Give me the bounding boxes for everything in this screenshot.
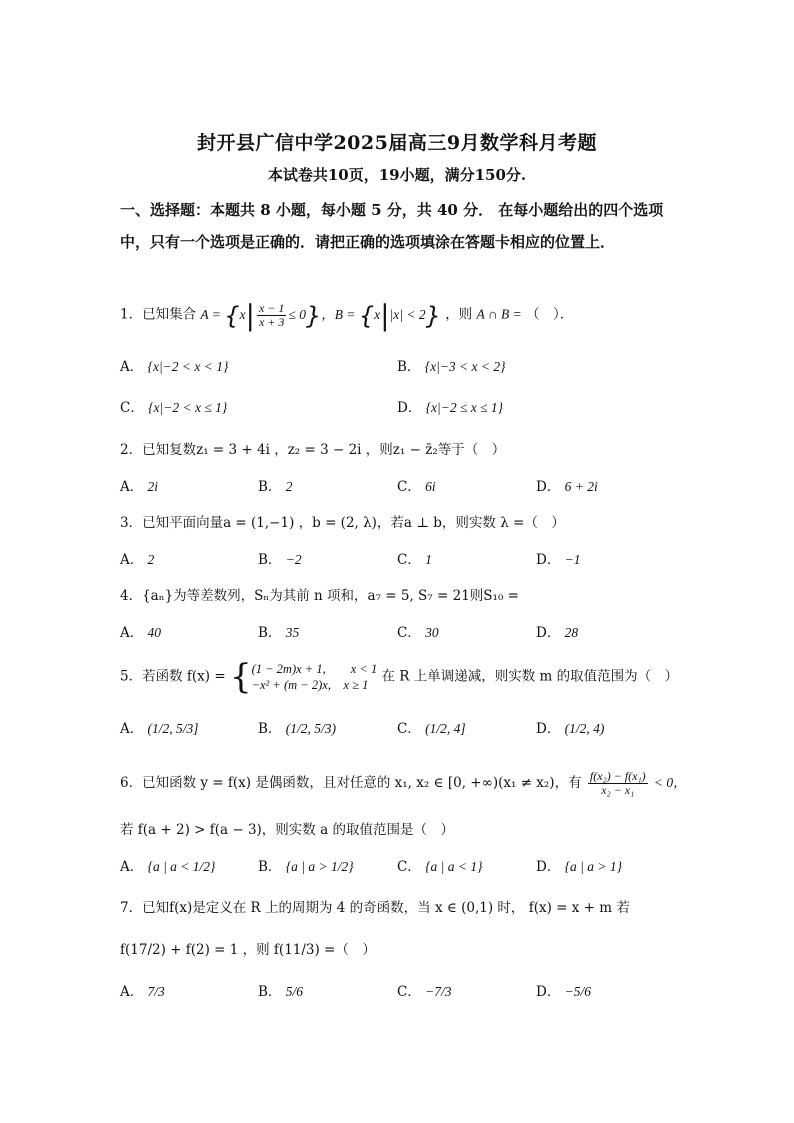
q6-option-c[interactable]: C． {a | a < 1} (397, 859, 483, 875)
q1-option-a[interactable]: A． {x|−2 < x < 1} (120, 359, 229, 375)
q1-option-b[interactable]: B． {x|−3 < x < 2} (397, 359, 506, 375)
question-3: 3．已知平面向量a = (1,−1) ，b = (2, λ)，若a ⊥ b，则实数 λ =（ ） (120, 515, 565, 531)
question-5-stem-pre: 5．若函数 f(x) = (120, 668, 226, 685)
q7-option-a[interactable]: A． 7/3 (120, 984, 165, 1000)
q3-option-c[interactable]: C． 1 (397, 552, 432, 568)
q5-option-c[interactable]: C． (1/2, 4] (397, 721, 466, 737)
q4-option-b[interactable]: B． 35 (258, 625, 300, 641)
question-1 (120, 298, 574, 332)
q4-option-c[interactable]: C． 30 (397, 625, 439, 641)
question-4: 4．{aₙ}为等差数列，Sₙ为其前 n 项和，a₇ = 5, S₇ = 21则S₁₀ = (120, 588, 519, 604)
question-6 (120, 770, 687, 797)
q6-option-b[interactable]: B． {a | a > 1/2} (258, 859, 354, 875)
piecewise-function: (1 − 2m)x + 1, x < 1 −x² + (m − 2)x, x ≥ 1 (251, 662, 378, 692)
question-6-line2: 若 f(a + 2) > f(a − 3)，则实数 a 的取值范围是（ ） (120, 822, 454, 838)
q3-option-b[interactable]: B． −2 (258, 552, 302, 568)
q7-option-b[interactable]: B． 5/6 (258, 984, 303, 1000)
set-intersection: A ∩ B = (476, 306, 522, 322)
q5-option-a[interactable]: A． (1/2, 5/3] (120, 721, 199, 737)
q4-option-d[interactable]: D． 28 (536, 625, 579, 641)
q2-option-d[interactable]: D． 6 + 2i (536, 479, 598, 495)
question-7: 7．已知f(x)是定义在 R 上的周期为 4 的奇函数，当 x ∈ (0,1) 时， f(x) = x + m 若 (120, 900, 630, 916)
q1-option-c[interactable]: C． {x|−2 < x ≤ 1} (120, 400, 228, 416)
page-subtitle: 本试卷共10页，19小题，满分150分. (267, 166, 527, 184)
question-5-stem-post: 在 R 上单调递减，则实数 m 的取值范围为（ ） (381, 668, 679, 685)
question-2: 2．已知复数z₁ = 3 + 4i ，z₂ = 3 − 2i ，则z₁ − z̄₂等于（ ） (120, 442, 506, 458)
q5-option-b[interactable]: B． (1/2, 5/3) (258, 721, 336, 737)
q6-option-d[interactable]: D． {a | a > 1} (536, 859, 622, 875)
q3-option-d[interactable]: D． −1 (536, 552, 581, 568)
question-7-line2: f(17/2) + f(2) = 1 ，则 f(11/3) =（ ） (120, 942, 376, 958)
question-5: 5．若函数 f(x) = { (1 − 2m)x + 1, x < 1 −x² + (m − 2)x, x ≥ 1 在 R 上单调递减，则实数 m 的取值范围为（ ） (120, 657, 679, 697)
slope-fraction: $\frac{\text{f(x₂) − f(x₁)}}{\text{x₂ − x₁}}$ (589, 769, 646, 797)
q2-option-b[interactable]: B． 2 (258, 479, 293, 495)
question-1-stem-end: （ ）． (526, 306, 574, 323)
question-1-stem-pre: 1．已知集合 (120, 306, 197, 323)
question-6-stem-line1: 6．已知函数 y = f(x) 是偶函数，且对任意的 x₁, x₂ ∈ [0, +∞)(x₁ ≠ x₂)，有 (120, 775, 582, 791)
q4-option-a[interactable]: A． 40 (120, 625, 162, 641)
slope-inequality: < 0， (653, 775, 687, 790)
q2-option-a[interactable]: A． 2i (120, 479, 159, 495)
section-heading: 一、选择题：本题共 8 小题，每小题 5 分，共 40 分． 在每小题给出的四个选项中，只有一个选项是正确的．请把正确的选项填涂在答题卡相应的位置上． (120, 201, 664, 251)
page-title: 封开县广信中学2025届高三9月数学科月考题 (196, 132, 598, 154)
set-a-formula: A = {x| $\frac{x - 1}{x + 3}$ ≤ 0}，B = {x||x| < 2} (200, 298, 441, 332)
q3-option-a[interactable]: A． 2 (120, 552, 155, 568)
q2-option-c[interactable]: C． 6i (397, 479, 436, 495)
q7-option-d[interactable]: D． −5/6 (536, 984, 591, 1000)
q6-option-a[interactable]: A． {a | a < 1/2} (120, 859, 216, 875)
question-1-stem-post: ，则 (445, 306, 473, 323)
q7-option-c[interactable]: C． −7/3 (397, 984, 452, 1000)
q1-option-d[interactable]: D． {x|−2 ≤ x ≤ 1} (397, 400, 504, 416)
q5-option-d[interactable]: D． (1/2, 4) (536, 721, 605, 737)
